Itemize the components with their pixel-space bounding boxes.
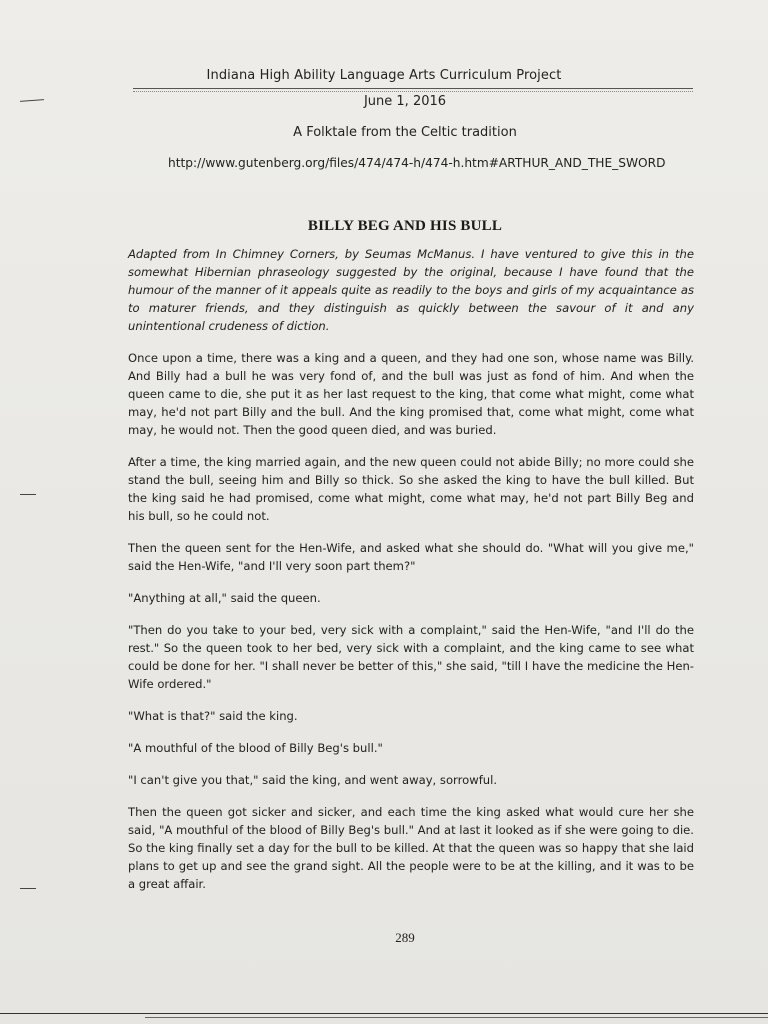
- intro-paragraph: Adapted from In Chimney Corners, by Seumas McManus. I have ventured to give this in the somewhat Hibernian phraseology suggested by the original, because I have found that the humour of the manner of it appeals quite as readily to the boys and girls of my acquaintance as to maturer friends, and they distinguish as quickly between the savour of it and any unintentional crudeness of diction.: [128, 247, 694, 333]
- story-paragraph: "Then do you take to your bed, very sick with a complaint," said the Hen-Wife, "and I'll do the rest." So the queen took to her bed, very sick with a complaint, and the king came to see what could be done for her. "I shall never be better of this," she said, "till I have the medicine the Hen-Wife ordered.": [128, 623, 694, 691]
- document-subtitle: A Folktale from the Celtic tradition: [293, 125, 517, 140]
- story-title: BILLY BEG AND HIS BULL: [307, 218, 503, 234]
- scan-hole-mark-bottom: [20, 888, 36, 889]
- story-paragraph: Once upon a time, there was a king and a queen, and they had one son, whose name was Billy. And Billy had a bull he was very fond of, and the bull was just as fond of him. And when the queen came to die, she put it as her last request to the king, that come what might, come what may, he'd not part Billy and the bull. And the king promised that, come what might, come what may, he would not. Then the good queen died, and was buried.: [128, 351, 694, 437]
- scan-hole-mark-middle: [20, 494, 36, 495]
- header-rule: [133, 88, 693, 89]
- scan-bottom-edge: [0, 1013, 768, 1014]
- scan-bottom-edge-inner: [145, 1017, 768, 1018]
- page-number: 289: [395, 930, 415, 945]
- story-body: [128, 245, 694, 907]
- story-paragraph: Then the queen got sicker and sicker, and each time the king asked what would cure her she said, "A mouthful of the blood of Billy Beg's bull." And at last it looked as if she were going to die. So the king finally set a day for the bull to be killed. At that the queen was so happy that she laid plans to get up and see the grand sight. All the people were to be at the killing, and it was to be a great affair.: [128, 805, 694, 891]
- story-paragraph: "What is that?" said the king.: [128, 709, 298, 723]
- story-paragraph: "I can't give you that," said the king, and went away, sorrowful.: [128, 773, 498, 787]
- story-paragraph: After a time, the king married again, and the new queen could not abide Billy; no more could she stand the bull, seeing him and Billy so thick. So she asked the king to have the bull killed. But the king said he had promised, come what might, come what may, he'd not part Billy Beg and his bull, so he could not.: [128, 455, 694, 523]
- header-date: June 1, 2016: [363, 94, 447, 109]
- header-project-title: Indiana High Ability Language Arts Curriculum Project: [206, 68, 562, 83]
- story-paragraph: Then the queen sent for the Hen-Wife, and asked what she should do. "What will you give me," said the Hen-Wife, "and I'll very soon part them?": [128, 541, 694, 573]
- story-paragraph: "Anything at all," said the queen.: [128, 591, 321, 605]
- header-rule-dotted: [133, 91, 693, 92]
- source-url: http://www.gutenberg.org/files/474/474-h/474-h.htm#ARTHUR_AND_THE_SWORD: [168, 156, 666, 170]
- story-paragraph: "A mouthful of the blood of Billy Beg's bull.": [128, 741, 383, 755]
